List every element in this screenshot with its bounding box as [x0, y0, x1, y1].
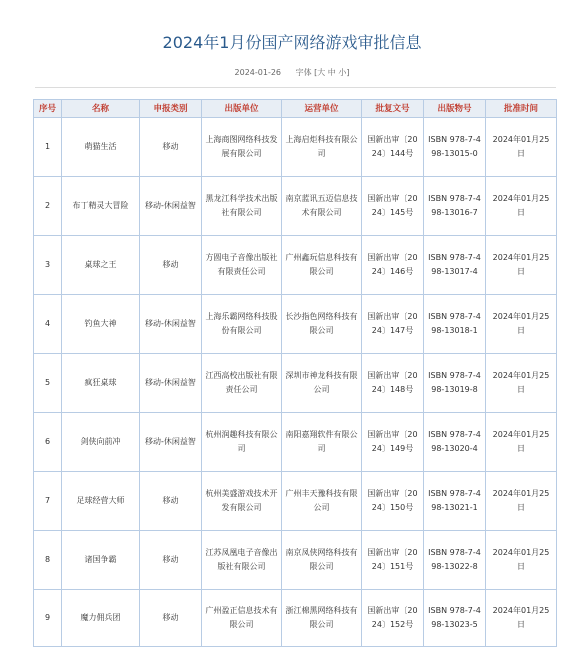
cell-isbn: ISBN 978-7-498-13016-7: [424, 177, 486, 236]
cell-category: 移动: [140, 472, 202, 531]
cell-publisher: 江西高校出版社有限责任公司: [202, 354, 282, 413]
table-row: [34, 295, 557, 354]
header-divider: [35, 87, 556, 88]
cell-publisher: 上海商图网络科技发展有限公司: [202, 118, 282, 177]
cell-approval-number: 国新出审〔2024〕146号: [362, 236, 424, 295]
cell-game-name: 钓鱼大神: [62, 295, 140, 354]
cell-isbn: ISBN 978-7-498-13021-1: [424, 472, 486, 531]
cell-operator: 广州鑫玩信息科技有限公司: [282, 236, 362, 295]
cell-category: 移动: [140, 118, 202, 177]
cell-index: 9: [34, 590, 62, 647]
cell-operator: 广州丰天豫科技有限公司: [282, 472, 362, 531]
article-title: 2024年1月份国产网络游戏审批信息: [162, 33, 422, 52]
cell-operator: 南阳嘉翔软件有限公司: [282, 413, 362, 472]
cell-game-name: 剑侠向前冲: [62, 413, 140, 472]
table-row: [34, 354, 557, 413]
cell-index: 8: [34, 531, 62, 590]
header-index: 序号: [34, 100, 62, 118]
cell-approval-date: 2024年01月25日: [486, 472, 557, 531]
cell-approval-date: 2024年01月25日: [486, 295, 557, 354]
cell-approval-number: 国新出审〔2024〕144号: [362, 118, 424, 177]
table-row: [34, 118, 557, 177]
cell-index: 6: [34, 413, 62, 472]
table-row: [34, 590, 557, 647]
cell-publisher: 上海乐霸网络科技股份有限公司: [202, 295, 282, 354]
cell-approval-number: 国新出审〔2024〕150号: [362, 472, 424, 531]
table-row: [34, 177, 557, 236]
font-size-bracket-close: ]: [346, 68, 350, 77]
cell-publisher: 杭州美盛游戏技术开发有限公司: [202, 472, 282, 531]
cell-operator: 浙江棉黑网络科技有限公司: [282, 590, 362, 647]
cell-operator: 南京蓝讯五迈信息技术有限公司: [282, 177, 362, 236]
table-row: [34, 531, 557, 590]
cell-game-name: 足球经营大师: [62, 472, 140, 531]
cell-index: 2: [34, 177, 62, 236]
header-category: 申报类别: [140, 100, 202, 118]
font-size-label: 字体: [295, 68, 312, 77]
table-row: [34, 472, 557, 531]
cell-approval-date: 2024年01月25日: [486, 177, 557, 236]
cell-publisher: 黑龙江科学技术出版社有限公司: [202, 177, 282, 236]
cell-approval-date: 2024年01月25日: [486, 590, 557, 647]
cell-approval-number: 国新出审〔2024〕151号: [362, 531, 424, 590]
font-size-medium-link[interactable]: 中: [327, 68, 336, 77]
cell-index: 4: [34, 295, 62, 354]
cell-isbn: ISBN 978-7-498-13018-1: [424, 295, 486, 354]
cell-index: 5: [34, 354, 62, 413]
table-header-row: [34, 100, 557, 118]
cell-approval-date: 2024年01月25日: [486, 118, 557, 177]
cell-category: 移动: [140, 531, 202, 590]
header-name: 名称: [62, 100, 140, 118]
cell-operator: 南京凤侠网络科技有限公司: [282, 531, 362, 590]
cell-category: 移动-休闲益智: [140, 177, 202, 236]
cell-isbn: ISBN 978-7-498-13019-8: [424, 354, 486, 413]
cell-isbn: ISBN 978-7-498-13023-5: [424, 590, 486, 647]
cell-approval-number: 国新出审〔2024〕147号: [362, 295, 424, 354]
article-meta: [0, 67, 584, 78]
cell-game-name: 萌猫生活: [62, 118, 140, 177]
cell-game-name: 魔力佣兵团: [62, 590, 140, 647]
cell-publisher: 广州盈正信息技术有限公司: [202, 590, 282, 647]
cell-category: 移动: [140, 590, 202, 647]
publish-date: 2024-01-26: [234, 68, 282, 77]
cell-isbn: ISBN 978-7-498-13017-4: [424, 236, 486, 295]
cell-publisher: 杭州润趣科技有限公司: [202, 413, 282, 472]
cell-publisher: 方圆电子音像出版社有限责任公司: [202, 236, 282, 295]
table-body: [34, 118, 557, 647]
cell-approval-number: 国新出审〔2024〕148号: [362, 354, 424, 413]
cell-approval-date: 2024年01月25日: [486, 354, 557, 413]
cell-approval-date: 2024年01月25日: [486, 413, 557, 472]
cell-operator: 长沙指色网络科技有限公司: [282, 295, 362, 354]
cell-approval-number: 国新出审〔2024〕152号: [362, 590, 424, 647]
header-approval-date: 批准时间: [486, 100, 557, 118]
cell-index: 7: [34, 472, 62, 531]
table-row: [34, 413, 557, 472]
table-row: [34, 236, 557, 295]
cell-category: 移动-休闲益智: [140, 295, 202, 354]
header-isbn: 出版物号: [424, 100, 486, 118]
cell-isbn: ISBN 978-7-498-13015-0: [424, 118, 486, 177]
cell-isbn: ISBN 978-7-498-13020-4: [424, 413, 486, 472]
header-operator: 运营单位: [282, 100, 362, 118]
font-size-small-link[interactable]: 小: [338, 68, 347, 77]
cell-approval-date: 2024年01月25日: [486, 236, 557, 295]
header-approval-number: 批复文号: [362, 100, 424, 118]
cell-publisher: 江苏凤凰电子音像出版社有限公司: [202, 531, 282, 590]
cell-approval-number: 国新出审〔2024〕149号: [362, 413, 424, 472]
cell-game-name: 诸国争霸: [62, 531, 140, 590]
cell-category: 移动-休闲益智: [140, 413, 202, 472]
cell-isbn: ISBN 978-7-498-13022-8: [424, 531, 486, 590]
cell-category: 移动-休闲益智: [140, 354, 202, 413]
font-size-bracket-open: [: [314, 68, 318, 77]
cell-game-name: 疯狂桌球: [62, 354, 140, 413]
font-size-large-link[interactable]: 大: [317, 68, 326, 77]
cell-operator: 深圳市神龙科技有限公司: [282, 354, 362, 413]
header-publisher: 出版单位: [202, 100, 282, 118]
cell-operator: 上海启炬科技有限公司: [282, 118, 362, 177]
cell-approval-number: 国新出审〔2024〕145号: [362, 177, 424, 236]
cell-approval-date: 2024年01月25日: [486, 531, 557, 590]
cell-index: 1: [34, 118, 62, 177]
approval-table: [33, 99, 557, 647]
cell-game-name: 布丁精灵大冒险: [62, 177, 140, 236]
cell-game-name: 桌球之王: [62, 236, 140, 295]
cell-index: 3: [34, 236, 62, 295]
cell-category: 移动: [140, 236, 202, 295]
